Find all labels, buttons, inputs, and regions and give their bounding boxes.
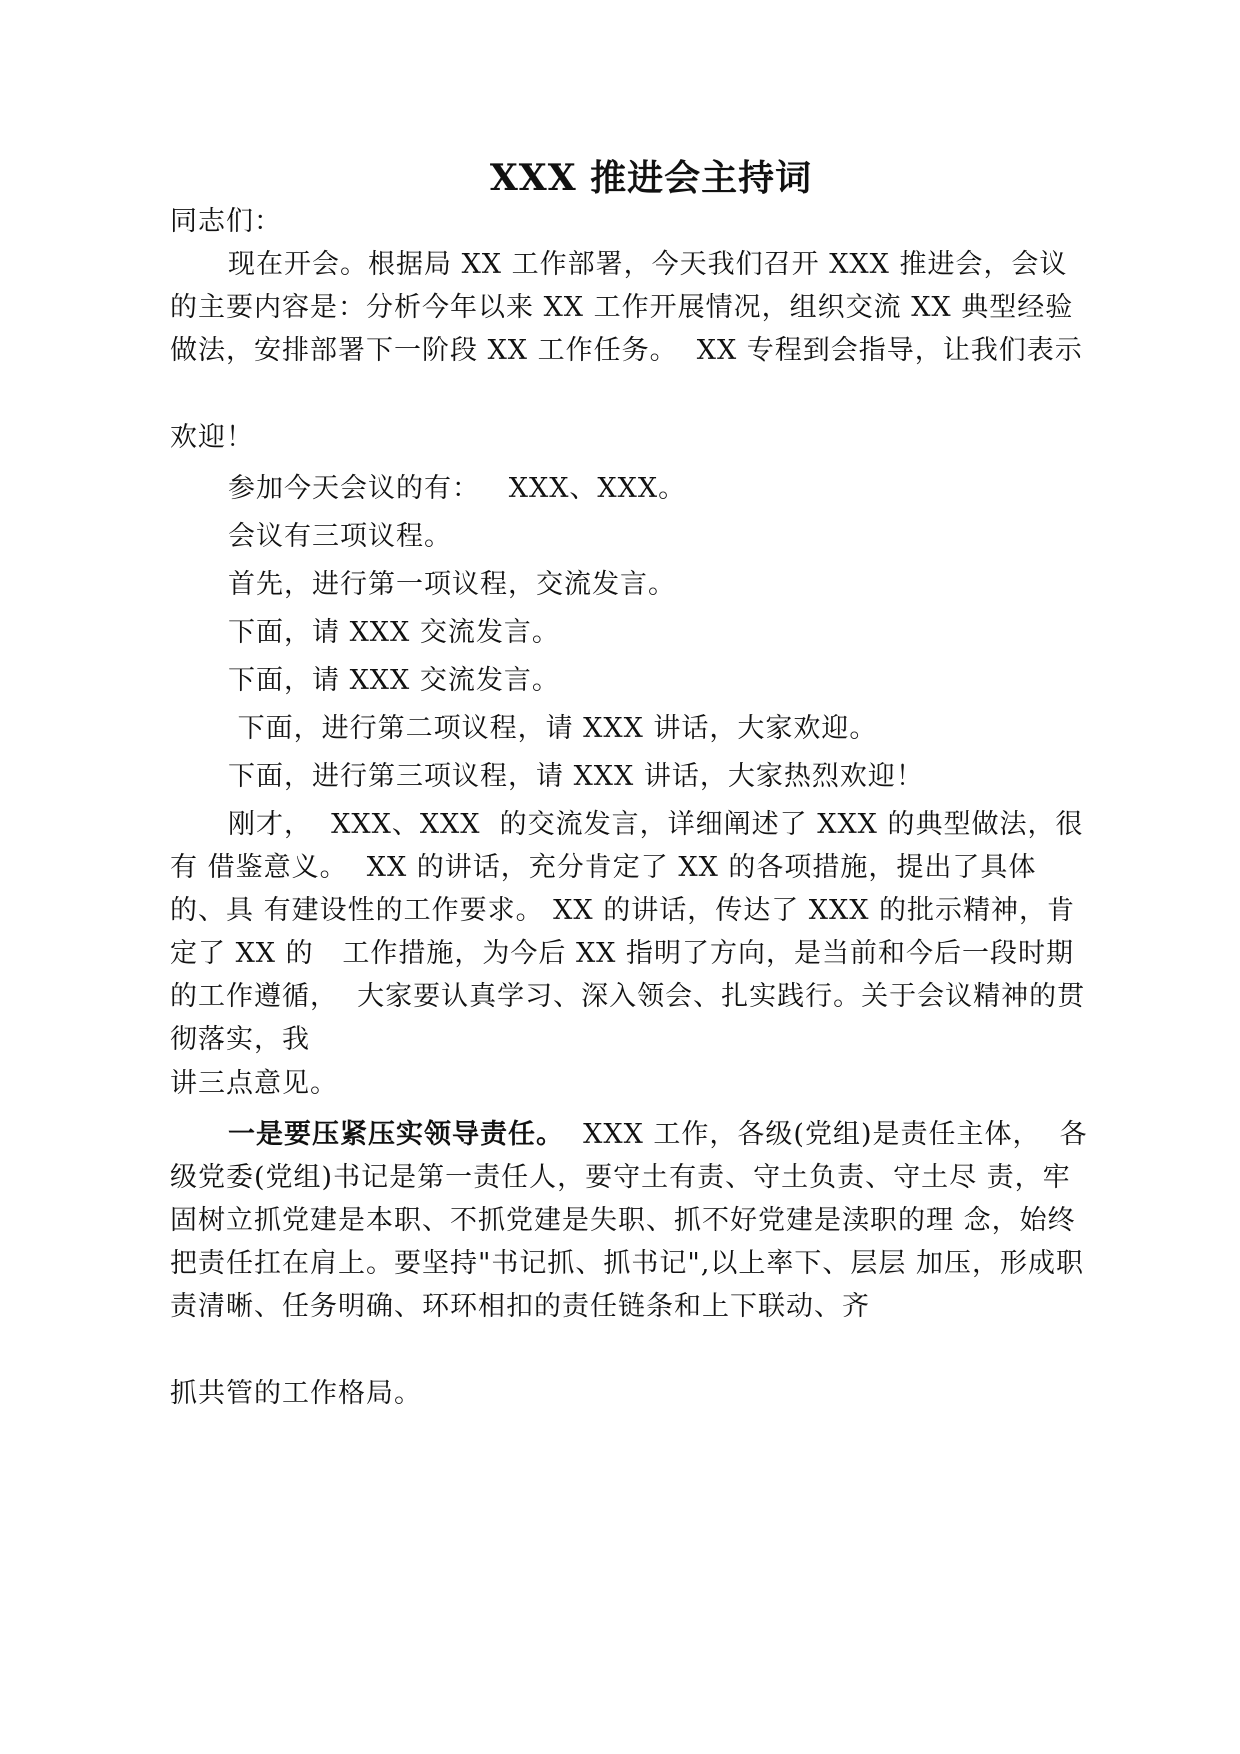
paragraph-summary: 刚才， XXX、XXX 的交流发言，详细阐述了 XXX 的典型做法，很有 借鉴意义。 XX 的讲话，充分肯定了 XX 的各项措施，提出了具体的、具 有建设性的工作要求。 XX 的讲话，传达了 XXX 的批示精神，肯定了 XX 的 工作措施，为今后 XX 指明了方向，是当前和今后一段时期的工作遵循， 大家要认真学习、深入领会、扎实践行。关于会议精神的贯彻落实，我	[170, 809, 1086, 1055]
agenda-item-1: 首先，进行第一项议程，交流发言。	[228, 569, 676, 600]
paragraph-point-1	[170, 1113, 1090, 1328]
speaker-line-2: 下面，请 XXX 交流发言。	[228, 665, 560, 696]
point-1-heading: 一是要压紧压实领导责任。	[228, 1119, 564, 1150]
speaker-line-1: 下面，请 XXX 交流发言。	[228, 617, 560, 648]
paragraph-opening-tail: 欢迎！	[170, 422, 254, 453]
agenda-count-line: 会议有三项议程。	[228, 521, 452, 552]
agenda-item-2: 下面，进行第二项议程，请 XXX 讲话，大家欢迎。	[228, 713, 878, 744]
attendees-line: 参加今天会议的有： XXX、XXX。	[228, 473, 687, 504]
paragraph-point-1-tail: 抓共管的工作格局。	[170, 1378, 422, 1409]
point-1-body: XXX 工作，各级(党组)是责任主体， 各级党委(党组)书记是第一责任人，要守土有责、守土负责、守土尽 责，牢固树立抓党建是本职、不抓党建是失职、抓不好党建是渎职的理 念，始终把责任扛在肩上。要坚持"书记抓、抓书记",以上率下、层层 加压，形成职责清晰、任务明确、环环相扣的责任链条和上下联动、齐	[170, 1119, 1088, 1322]
document-title: XXX 推进会主持词	[489, 157, 813, 199]
paragraph-summary-tail: 讲三点意见。	[170, 1068, 338, 1099]
salutation: 同志们：	[170, 206, 282, 237]
agenda-item-3: 下面，进行第三项议程，请 XXX 讲话，大家热烈欢迎！	[228, 761, 924, 792]
paragraph-opening: 现在开会。根据局 XX 工作部署，今天我们召开 XXX 推进会，会议 的主要内容是：分析今年以来 XX 工作开展情况，组织交流 XX 典型经验 做法，安排部署下一阶段 XX 工作任务。 XX 专程到会指导，让我们表示	[170, 249, 1083, 366]
